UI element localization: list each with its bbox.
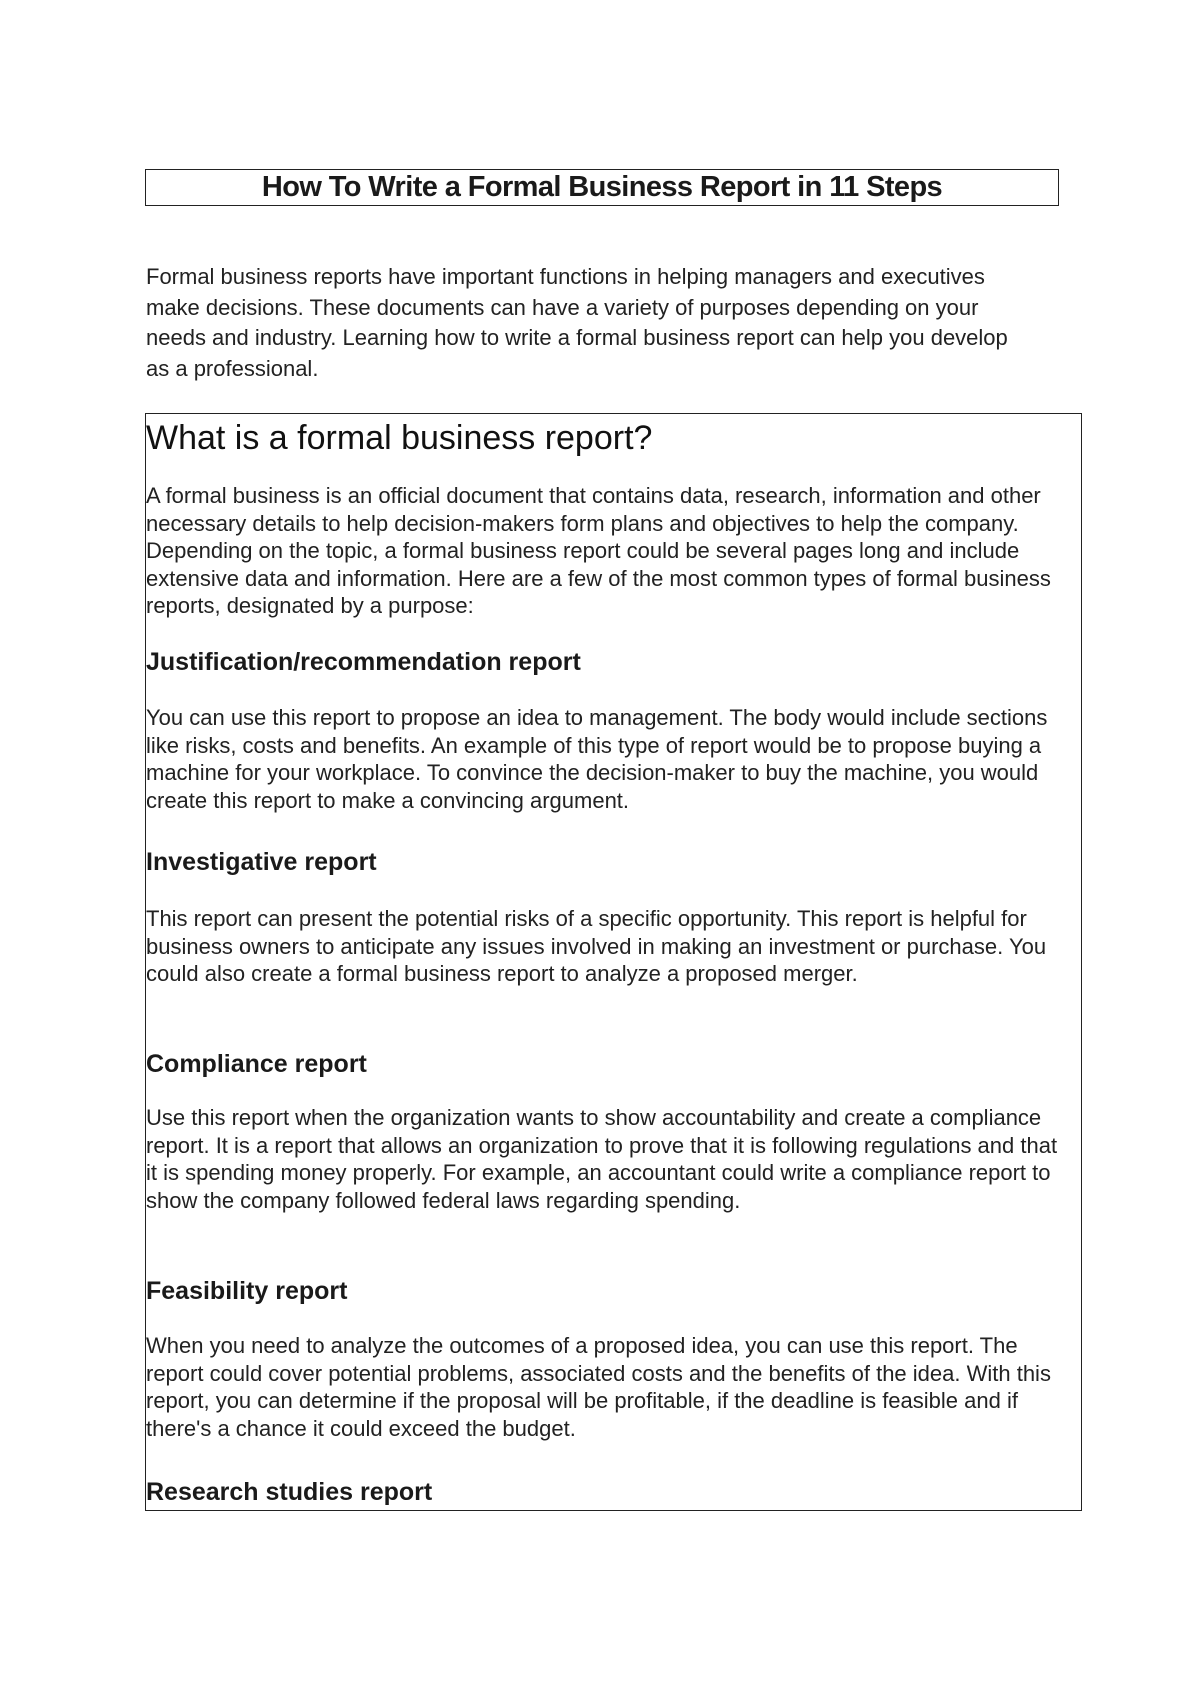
subsection-text-justification: You can use this report to propose an idea to management. The body would include sections like risks, costs and benefits. An example of this type of report would be to propose buying a machine for your workplace. To convince the decision-maker to buy the machine, you would create this report to make a convincing argument.	[146, 705, 1048, 813]
subsection-heading-investigative: Investigative report	[146, 848, 377, 876]
document-title: How To Write a Formal Business Report in 11 Steps	[261, 171, 943, 203]
section-heading: What is a formal business report?	[146, 419, 653, 457]
subsection-heading-feasibility: Feasibility report	[146, 1277, 348, 1305]
subsection-text-feasibility: When you need to analyze the outcomes of a proposed idea, you can use this report. The report could cover potential problems, associated costs and the benefits of the idea. With this report, you can determine if the proposal will be profitable, if the deadline is feasible and if there's a chance it could exceed the budget.	[146, 1333, 1051, 1441]
subsection-text-investigative: This report can present the potential risks of a specific opportunity. This report is helpful for business owners to anticipate any issues involved in making an investment or purchase. You could also create a formal business report to analyze a proposed merger.	[146, 906, 1047, 987]
title-box	[145, 169, 1059, 206]
subsection-heading-research: Research studies report	[146, 1478, 433, 1506]
subsection-text-compliance: Use this report when the organization wants to show accountability and create a compliance report. It is a report that allows an organization to prove that it is following regulations and that it is spending money properly. For example, an accountant could write a compliance report to show the company followed federal laws regarding spending.	[146, 1105, 1058, 1213]
section-paragraph: A formal business is an official document that contains data, research, information and other necessary details to help decision-makers form plans and objectives to help the company. Depending on the topic, a formal business report could be several pages long and include extensive data and information. Here are a few of the most common types of formal business reports, designated by a purpose:	[146, 483, 1051, 619]
subsection-heading-compliance: Compliance report	[146, 1050, 367, 1078]
subsection-heading-justification: Justification/recommendation report	[146, 648, 581, 676]
intro-paragraph: Formal business reports have important functions in helping managers and executives make decisions. These documents can have a variety of purposes depending on your needs and industry. Learning how to write a formal business report can help you develop as a professional.	[146, 264, 1008, 381]
content-box	[145, 413, 1082, 1511]
